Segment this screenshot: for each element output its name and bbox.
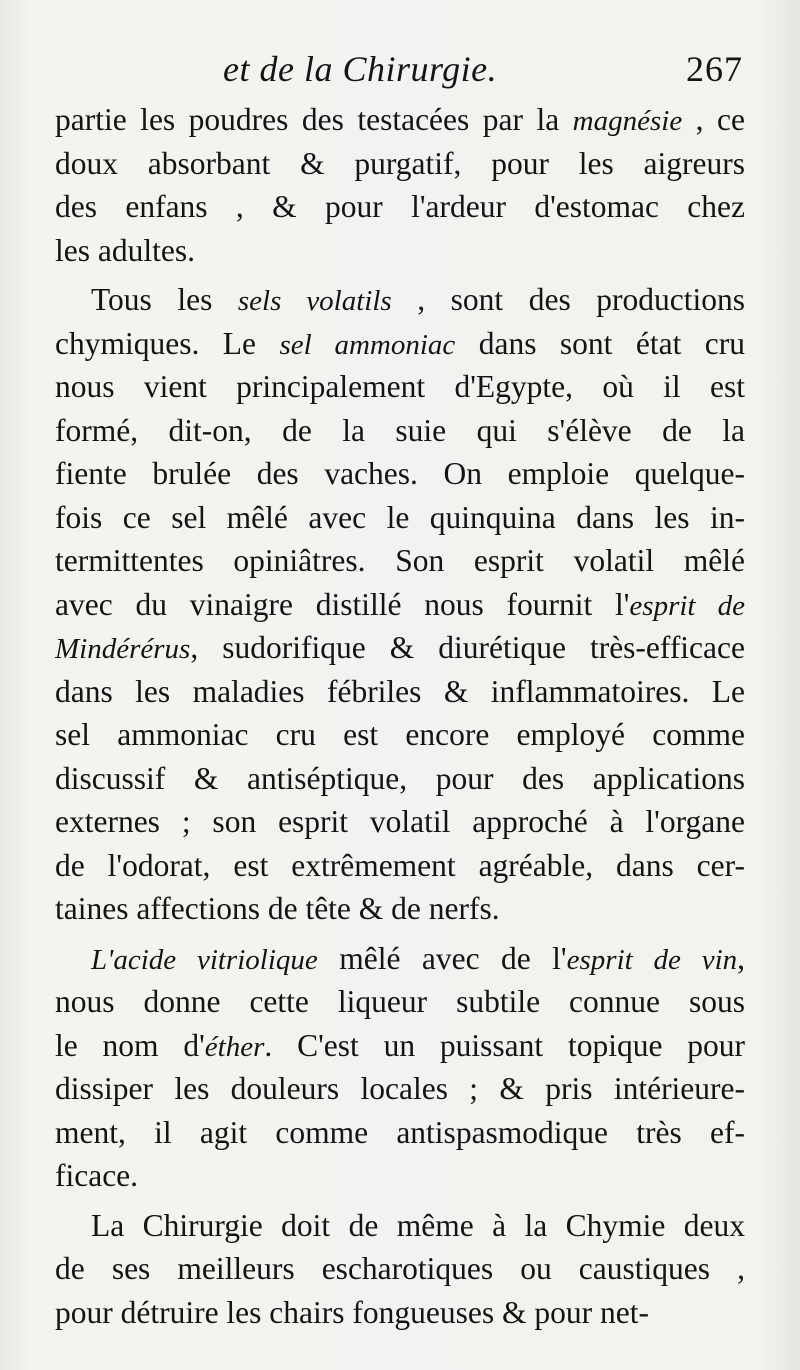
paragraph [55,1204,745,1335]
text-run: fois ce sel mêlé avec le quinquina dans les in- [55,499,745,535]
text-run: fiente brulée des vaches. On emploie quelque- [55,456,745,491]
text-line [55,1067,745,1111]
text-run: La Chirurgie doit de même à la Chymie deux [91,1207,745,1243]
text-line [55,539,745,583]
text-line [55,800,745,844]
text-run: ment, il agit comme antispasmodique très ef- [55,1114,745,1150]
page-number: 267 [686,49,743,89]
text-run: pour détruire les chairs fongueuses & pour net- [55,1294,649,1330]
text-run: taines affections de tête & de nerfs. [55,891,500,926]
text-line [55,1024,745,1068]
text-run: nous donne cette liqueur subtile connue sous [55,984,745,1019]
text-line [55,452,745,496]
italic-run: éther [204,1030,265,1063]
text-line [55,713,745,757]
text-line [55,1111,745,1155]
page-header [55,44,745,94]
text-run: . C'est un puissant topique pour [264,1027,745,1063]
text-run: le nom d' [55,1027,205,1063]
text-run: des enfans , & pour l'ardeur d'estomac chez [55,189,745,224]
text-run: mêlé avec de l' [317,940,567,976]
text-line [55,98,745,142]
text-run: discussif & antiséptique, pour des applications [55,760,745,796]
text-run: formé, dit-on, de la suie qui s'élève de la [55,412,745,448]
text-run: chymiques. Le [55,325,280,361]
text-run: partie les poudres des testacées par la [55,102,573,137]
text-line [55,229,745,273]
text-line [55,142,745,186]
text-line [55,980,745,1024]
text-run: , [737,940,745,976]
italic-run: magnésie [572,105,683,137]
text-line [55,1154,745,1198]
text-line [55,583,745,627]
text-line [55,626,745,670]
text-run: termittentes opiniâtres. Son esprit volatil mêlé [55,543,745,578]
text-run: , sont des productions [391,282,745,317]
paragraph [55,278,745,931]
text-line [55,844,745,888]
text-run: avec du vinaigre distillé nous fournit l' [55,586,630,622]
running-title: et de la Chirurgie. [223,49,498,89]
text-line [55,937,745,981]
text-line [55,670,745,714]
italic-run: Mindérérus [55,633,191,665]
text-run: externes ; son esprit volatil approché à l'organe [55,804,745,839]
text-run: dans les maladies fébriles & inflammatoires. Le [55,673,745,709]
text-line [55,322,745,366]
text-run: dans sont état cru [455,325,745,361]
text-run: nous vient principalement d'Egypte, où il est [55,369,745,404]
text-run: de ses meilleurs escharotiques ou caustiques , [55,1251,745,1286]
text-line [55,1291,745,1335]
text-line [55,496,745,540]
text-line [55,365,745,409]
text-run: Tous les [91,282,238,317]
text-run: ficace. [55,1158,139,1193]
text-run: , sudorifique & diurétique très-efficace [190,630,745,665]
text-run: dissiper les douleurs locales ; & pris intérieure- [55,1071,745,1106]
text-line [55,887,745,931]
italic-run: esprit de [629,589,745,622]
text-run: , ce [682,102,746,137]
body-text [55,98,745,1334]
italic-run: sels volatils [237,285,392,317]
text-line [55,1204,745,1248]
paragraph [55,937,745,1198]
text-line [55,278,745,322]
paragraph [55,98,745,272]
text-line [55,185,745,229]
italic-run: L'acide vitriolique [91,943,318,976]
text-line [55,757,745,801]
text-run: les adultes. [55,232,195,268]
text-line [55,409,745,453]
italic-run: sel ammoniac [279,328,456,361]
text-run: doux absorbant & purgatif, pour les aigreurs [55,145,745,181]
text-line [55,1247,745,1291]
text-run: de l'odorat, est extrêmement agréable, dans cer- [55,847,745,883]
italic-run: esprit de vin [566,943,738,976]
text-run: sel ammoniac cru est encore employé comme [55,717,745,752]
